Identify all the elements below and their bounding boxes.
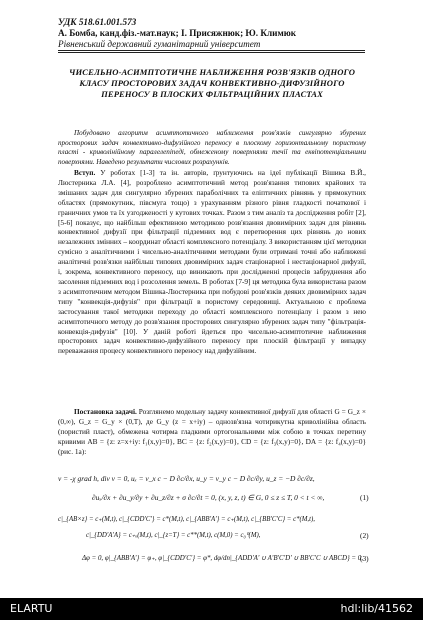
equation-1b: ∂uₓ/∂x + ∂u_y/∂y + ∂u_z/∂z + σ ∂c/∂t = 0, (x, y, z, t) ∈ G, 0 ≤ z ≤ T, 0 < t < ∞, bbox=[92, 493, 325, 502]
equation-2a: c|_{AB×z} = c₊(M,t), c|_{CDD'C'} = c*(M,t), c|_{ABB'A'} = c₊(M,t), c|_{BB'C'C} = c*(M,t), bbox=[58, 516, 315, 523]
authors-line: А. Бомба, канд.фіз.-мат.наук; І. Присяжнюк; Ю. Климюк bbox=[58, 28, 297, 38]
affiliation-line: Рівненський державний гуманітарний університет bbox=[58, 39, 261, 49]
paper-title: ЧИСЕЛЬНО-АСИМПТОТИЧНЕ НАБЛИЖЕННЯ РОЗВ'ЯЗКІВ ОДНОГО КЛАСУ ПРОСТОРОВИХ ЗАДАЧ КОНВЕКТИВНО-ДИФУЗІЙНОГО ПЕРЕНОСУ В ПЛОСКИХ ФІЛЬТРАЦІЙНИХ ПЛАСТАХ bbox=[68, 67, 356, 99]
intro-heading: Вступ. bbox=[74, 168, 96, 177]
equation-1a: v = -χ grad h, div v = 0, uₓ = v_x c − D ∂c/∂x, u_y = v_y c − D ∂c/∂y, u_z = −D ∂c/∂z, bbox=[58, 474, 315, 483]
equation-number-2: (2) bbox=[360, 531, 369, 540]
equation-2b: c|_{DD'A'A} = c₊ₒ(M,t), c|_{z=T} = c**(M,t), c(M,0) = c₀⁰(M), bbox=[86, 532, 261, 539]
equation-number-3: (3) bbox=[360, 554, 369, 563]
intro-paragraph bbox=[58, 168, 366, 356]
problem-text: Розглянемо модельну задачу конвективної дифузії для області G = G_z × (0,∞), G_z = G_y × (0,T), де G_y (z = x+iy) – однозв'язна чотирикутна криволінійна область (пористий пласт), обмежена чотирма гладкими ортогональними між собою в точках перетину кривими AB = {z: z=x+iy: f₁(x,y)=0}, BC = {z: f₂(x,y)=0}, CD = {z: f₃(x,y)=0}, DA = {z: f₄(x,y)=0} (рис. 1a): bbox=[58, 407, 366, 456]
handle-id: hdl:lib/41562 bbox=[340, 602, 413, 615]
intro-text: У роботах [1-3] та ін. авторів, ґрунтуючись на ідеї публікації Вішика В.Й., Люстерника Л.А. [4], розроблено асимптотичний метод розв'язання типових крайових та змішаних задач для сингулярно збурених параболічних та еліптичних рівнянь у прямокутних областях (прямокутник, півсмуга тощо) з урахуванням різного рівня гладкості початкової і граничних умов та їх узгодженості у кутових точках. Разом з тим аналіз та дослідження робіт [2], [5-6] показує, що найбільш ефективною методикою розв'язання двовимірних задач для рівнянь конвективної дифузії при фільтрації підземних вод є перетворення цих рівнянь до нових незалежних змінних – координат області комплексного потенціалу. З використанням цієї методики сумісно з аналітичними і чисельно-аналітичними методами були отримані точні або наближені аналітичні розв'язки найбільш типових двовимірних задач стаціонарної і нестаціонарної дифузії, і, зокрема, конвективного переносу, що виникають при дослідженні процесів забруднення або засолення підземних вод і розсолення земель. В роботах [7-9] ця методика була використана разом з асимптотичним методом Вішика-Люстерника при побудові розв'язків деяких двовимірних задач типу "конвекція-дифузія" при фільтрації в пористому середовищі. Актуальною є проблема застосування такої методики переходу до області комплексного потенціалу і разом з нею асимптотичного методу до розв'язання просторових сингулярно збурених задач типу "фільтрація-конвекція-дифузія" [10]. У даній роботі йдеться про чисельно-асимптотичне наближення просторових задач конвективно-дифузійного переносу при плоскій фільтрації у випадку переважання процесу конвективного переносу над дифузійним. bbox=[58, 168, 366, 356]
abstract: Побудовано алгоритм асимптотичного наближення розв'язків сингулярно збурених просторових задач конвективно-дифузійного переносу в плоскому горизонтальному пористому пласті - криволінійному паралелепіпеді, обмеженому поверхнями течії та еквіпотенціальними поверхнями. Наведено результати числових розрахунків. bbox=[58, 129, 366, 166]
equation-number-1: (1) bbox=[360, 493, 369, 502]
equation-3: Δφ = 0, φ|_{ABB'A'} = φ₊, φ|_{CDD'C'} = φ*, dφ/dn|_{ADD'A' ∪ A'B'C'D' ∪ BB'C'C ∪ ABCD} = 0, bbox=[82, 555, 363, 562]
header-rule bbox=[58, 52, 365, 53]
repository-footer-bar bbox=[0, 598, 423, 620]
header-rule bbox=[58, 50, 365, 51]
udc-code: УДК 518.61.001.573 bbox=[58, 17, 137, 27]
problem-paragraph bbox=[58, 407, 366, 457]
problem-heading: Постановка задачі. bbox=[74, 407, 137, 416]
repository-name: ELARTU bbox=[10, 602, 53, 615]
